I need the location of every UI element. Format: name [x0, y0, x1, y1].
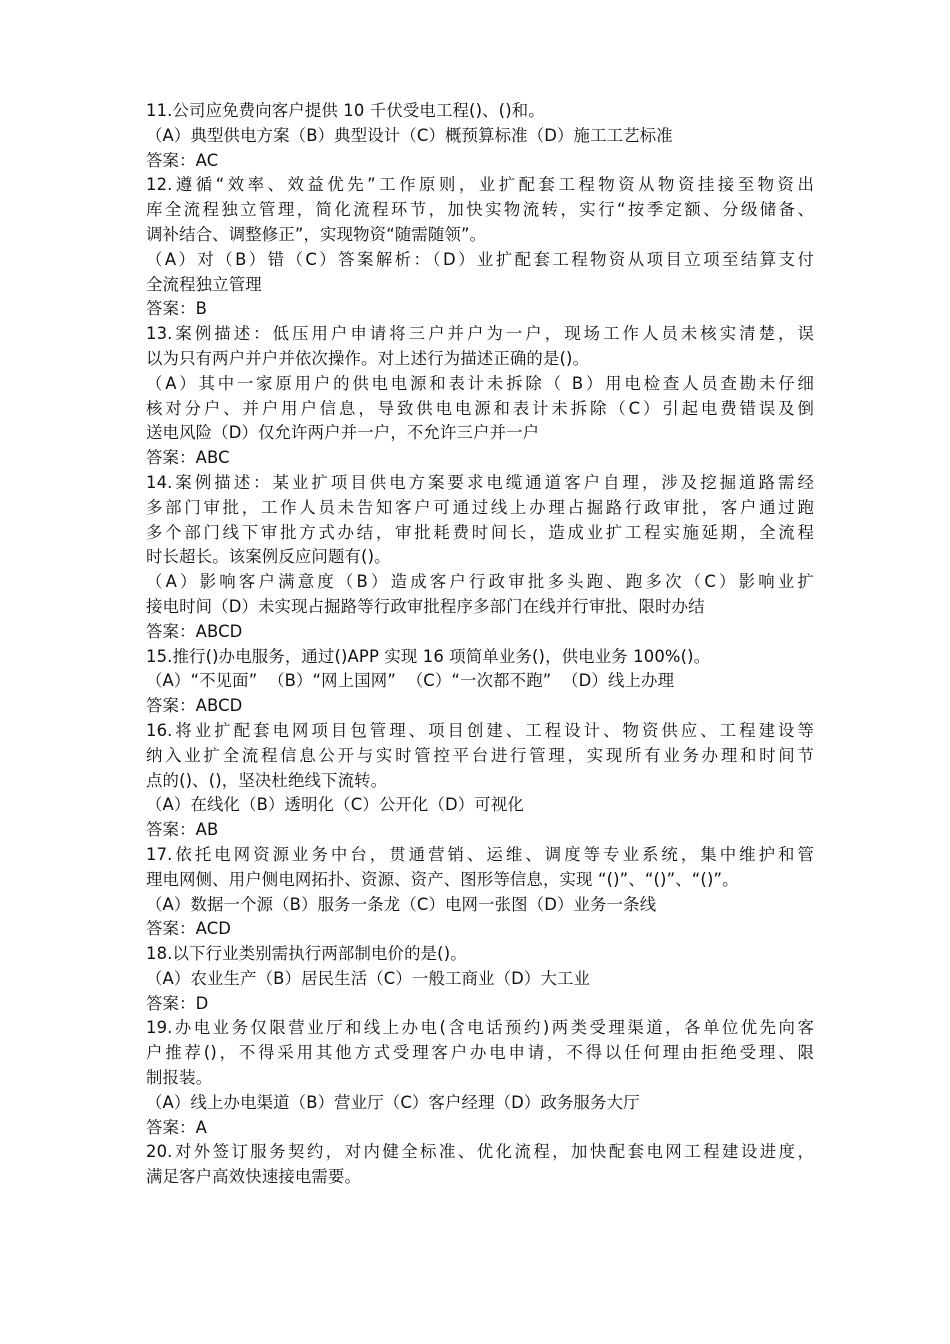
q13-options-line-1: （A）其中一家原用户的供电电源和表计未拆除（ B）用电检查人员查勘未仔细 [146, 373, 814, 393]
q12-stem-line-1: 12.遵循“效率、效益优先”工作原则，业扩配套工程物资从物资挂接至物资出 [146, 175, 814, 195]
q18-stem: 18.以下行业类别需执行两部制电价的是()。 [146, 944, 467, 964]
q19-stem-line-1: 19.办电业务仅限营业厅和线上办电(含电话预约)两类受理渠道，各单位优先向客 [146, 1018, 814, 1038]
q13-answer: 答案：ABC [146, 448, 230, 468]
q19-stem-line-3: 制报装。 [146, 1068, 213, 1088]
q14-options-line-1: （A）影响客户满意度（B）造成客户行政审批多头跑、跑多次（C）影响业扩 [146, 572, 814, 592]
q14-stem-line-2: 多部门审批，工作人员未告知客户可通过线上办理占掘路行政审批，客户通过跑 [146, 497, 814, 517]
q18-answer: 答案：D [146, 993, 209, 1013]
q11-options: （A）典型供电方案（B）典型设计（C）概预算标准（D）施工工艺标准 [146, 125, 673, 145]
q14-stem-line-3: 多个部门线下审批方式办结，审批耗费时间长，造成业扩工程实施延期，全流程 [146, 522, 814, 542]
q13-options-line-3: 送电风险（D）仅允许两户并一户，不允许三户并一户 [146, 423, 540, 443]
q14-stem-line-4: 时长超长。该案例反应问题有()。 [146, 547, 391, 567]
q16-stem-line-1: 16.将业扩配套电网项目包管理、项目创建、工程设计、物资供应、工程建设等 [146, 720, 814, 740]
q19-options: （A）线上办电渠道（B）营业厅（C）客户经理（D）政务服务大厅 [146, 1092, 640, 1112]
q17-answer: 答案：ACD [146, 919, 232, 939]
q16-answer: 答案：AB [146, 820, 219, 840]
q12-stem-line-3: 调补结合、调整修正”，实现物资“随需随领”。 [146, 224, 487, 244]
q19-stem-line-2: 户推荐()，不得采用其他方式受理客户办电申请，不得以任何理由拒绝受理、限 [146, 1043, 814, 1063]
q19-answer: 答案：A [146, 1117, 207, 1137]
q15-answer: 答案：ABCD [146, 696, 243, 716]
q15-options: （A）“不见面” （B）“网上国网” （C）“一次都不跑” （D）线上办理 [146, 671, 675, 691]
q14-answer: 答案：ABCD [146, 621, 243, 641]
q12-stem-line-2: 库全流程独立管理，简化流程环节，加快实物流转，实行“按季定额、分级储备、 [146, 200, 814, 220]
q14-options-line-2: 接电时间（D）未实现占掘路等行政审批程序多部门在线并行审批、限时办结 [146, 596, 705, 616]
q13-options-line-2: 核对分户、并户用户信息，导致供电电源和表计未拆除（C）引起电费错误及倒 [146, 398, 814, 418]
q15-stem: 15.推行()办电服务，通过()APP 实现 16 项简单业务()，供电业务 100%()。 [146, 646, 711, 666]
q11-stem: 11.公司应免费向客户提供 10 千伏受电工程()、()和。 [146, 101, 545, 120]
q14-stem-line-1: 14.案例描述：某业扩项目供电方案要求电缆通道客户自理，涉及挖掘道路需经 [146, 472, 814, 492]
q16-stem-line-3: 点的()、()，坚决杜绝线下流转。 [146, 770, 388, 790]
q13-stem-line-2: 以为只有两户并户并依次操作。对上述行为描述正确的是()。 [146, 348, 590, 368]
q20-stem-line-1: 20.对外签订服务契约，对内健全标准、优化流程，加快配套电网工程建设进度， [146, 1142, 814, 1162]
q12-options-line-1: （A）对（B）错（C）答案解析：（D）业扩配套工程物资从项目立项至结算支付 [146, 249, 814, 269]
q17-options: （A）数据一个源（B）服务一条龙（C）电网一张图（D）业务一条线 [146, 894, 657, 914]
q12-options-line-2: 全流程独立管理 [146, 274, 262, 294]
q12-answer: 答案：B [146, 299, 208, 319]
q11-answer: 答案：AC [146, 150, 219, 170]
q20-stem-line-2: 满足客户高效快速接电需要。 [146, 1167, 362, 1187]
q17-stem-line-1: 17.依托电网资源业务中台，贯通营销、运维、调度等专业系统，集中维护和管 [146, 844, 814, 864]
q16-stem-line-2: 纳入业扩全流程信息公开与实时管控平台进行管理，实现所有业务办理和时间节 [146, 745, 814, 765]
q17-stem-line-2: 理电网侧、用户侧电网拓扑、资源、资产、图形等信息，实现 “()”、“()”、“()”。 [146, 869, 739, 889]
document-page [146, 99, 814, 1190]
q18-options: （A）农业生产（B）居民生活（C）一般工商业（D）大工业 [146, 968, 591, 988]
q13-stem-line-1: 13.案例描述：低压用户申请将三户并户为一户，现场工作人员未核实清楚，误 [146, 324, 814, 344]
q16-options: （A）在线化（B）透明化（C）公开化（D）可视化 [146, 795, 524, 815]
